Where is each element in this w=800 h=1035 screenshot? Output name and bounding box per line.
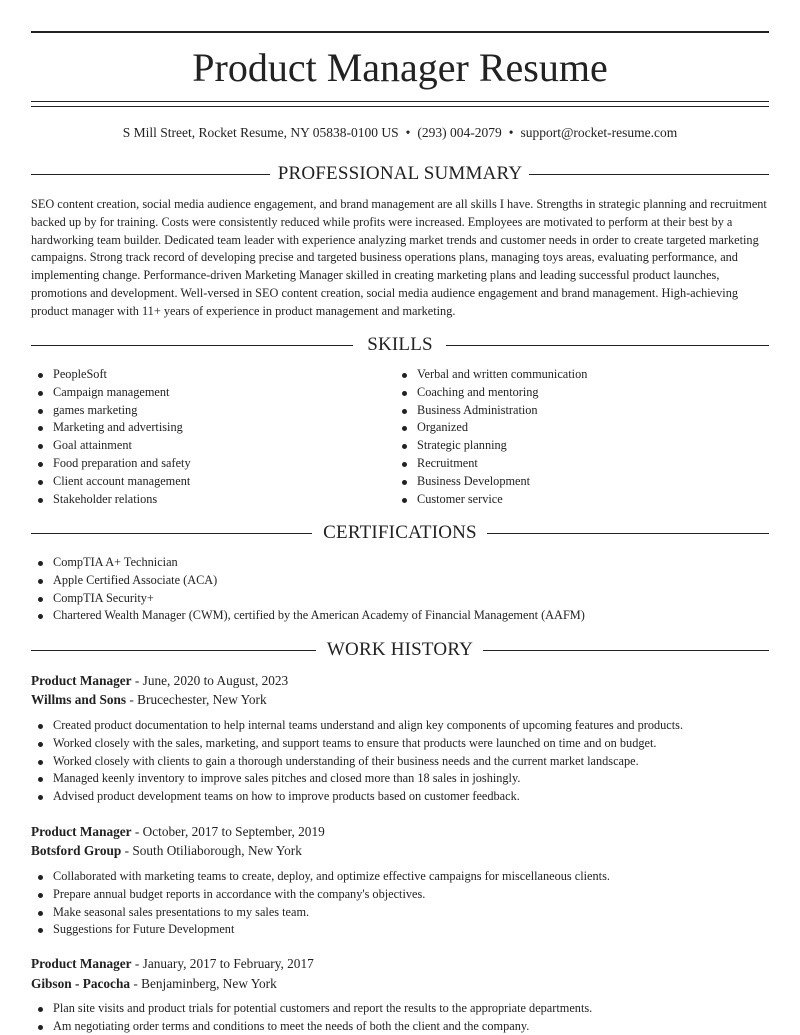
job-bullet: Suggestions for Future Development <box>31 921 610 939</box>
job-title: Product Manager <box>31 956 132 971</box>
job-bullet: Make seasonal sales presentations to my sales team. <box>31 904 610 922</box>
job-location: - Benjaminberg, New York <box>130 976 277 991</box>
job-company-line <box>31 691 267 709</box>
job-bullet: Plan site visits and product trials for potential customers and report the results to the appropriate departments. <box>31 1000 592 1018</box>
certification-item: Chartered Wealth Manager (CWM), certified by the American Academy of Financial Management (AAFM) <box>31 607 585 625</box>
job-title-line <box>31 672 288 690</box>
contact-phone: (293) 004-2079 <box>417 125 502 140</box>
job-company: Gibson - Pacocha <box>31 976 130 991</box>
work-title: WORK HISTORY <box>326 639 474 660</box>
job-bullet: Collaborated with marketing teams to create, deploy, and optimize effective campaigns for miscellaneous clients. <box>31 868 610 886</box>
certifications-section-heading <box>31 521 769 545</box>
job-bullets <box>31 868 610 939</box>
top-rule <box>31 31 769 33</box>
certification-item: CompTIA A+ Technician <box>31 554 585 572</box>
job-company: Willms and Sons <box>31 692 127 707</box>
job-bullet: Prepare annual budget reports in accordance with the company's objectives. <box>31 886 610 904</box>
job-bullets <box>31 1000 592 1035</box>
job-company-line <box>31 842 302 860</box>
skill-item: Stakeholder relations <box>31 491 191 509</box>
job-dates: - January, 2017 to February, 2017 <box>131 956 314 971</box>
skills-list-left <box>31 366 191 508</box>
skill-item: games marketing <box>31 402 191 420</box>
summary-title: PROFESSIONAL SUMMARY <box>277 163 523 184</box>
job-bullet: Advised product development teams on how to improve products based on customer feedback. <box>31 788 683 806</box>
certifications-title: CERTIFICATIONS <box>323 522 477 543</box>
job-bullet: Managed keenly inventory to improve sales pitches and closed more than 18 sales in joshingly. <box>31 770 683 788</box>
skill-item: Organized <box>395 419 587 437</box>
skills-section-heading <box>31 333 769 357</box>
contact-address: S Mill Street, Rocket Resume, NY 05838-0100 US <box>122 125 399 140</box>
skill-item: Customer service <box>395 491 587 509</box>
skills-title: SKILLS <box>367 334 433 355</box>
skill-item: Goal attainment <box>31 437 191 455</box>
skill-item: Business Administration <box>395 402 587 420</box>
contact-separator: • <box>405 125 411 140</box>
skills-list-right <box>395 366 587 508</box>
skill-item: Campaign management <box>31 384 191 402</box>
job-dates: - October, 2017 to September, 2019 <box>131 824 325 839</box>
job-title-line <box>31 823 325 841</box>
job-location: - Brucechester, New York <box>126 692 267 707</box>
skill-item: Client account management <box>31 473 191 491</box>
job-bullet: Created product documentation to help internal teams understand and align key components of upcoming features and products. <box>31 717 683 735</box>
job-dates: - June, 2020 to August, 2023 <box>131 673 289 688</box>
certification-item: CompTIA Security+ <box>31 590 585 608</box>
job-location: - South Otiliaborough, New York <box>121 843 302 858</box>
job-title-line <box>31 955 314 973</box>
contact-email: support@rocket-resume.com <box>520 125 678 140</box>
certification-item: Apple Certified Associate (ACA) <box>31 572 585 590</box>
contact-separator: • <box>508 125 514 140</box>
skill-item: Business Development <box>395 473 587 491</box>
contact-line <box>0 124 800 142</box>
skill-item: Strategic planning <box>395 437 587 455</box>
certifications-list <box>31 554 585 625</box>
job-company: Botsford Group <box>31 843 122 858</box>
job-bullet: Worked closely with the sales, marketing, and support teams to ensure that products were launched on time and on budget. <box>31 735 683 753</box>
page-title: Product Manager Resume <box>192 45 608 90</box>
job-bullet: Am negotiating order terms and conditions to meet the needs of both the client and the company. <box>31 1018 592 1035</box>
skill-item: Food preparation and safety <box>31 455 191 473</box>
skill-item: Coaching and mentoring <box>395 384 587 402</box>
job-company-line <box>31 975 277 993</box>
job-bullet: Worked closely with clients to gain a thorough understanding of their business needs and the current market landscape. <box>31 753 683 771</box>
title-double-rule <box>31 101 769 107</box>
job-title: Product Manager <box>31 824 132 839</box>
work-section-heading <box>31 638 769 662</box>
summary-text: SEO content creation, social media audience engagement, and brand management are all skills I have. Strengths in strategic planning and recruitment backed up by for training. Costs were consistently reduced while profits were increased. Employees are motivated to perform at their best by a hardworking team builder. Dedicated team leader with experience analyzing market trends and customer needs in order to create targeted marketing campaigns. Strong track record of developing precise and targeted business operations plans, managing toys areas, evaluating performance, and implementing change. Performance-driven Marketing Manager skilled in creating marketing plans and leading successful product launches, promotions and development. Well-versed in SEO content creation, social media audience engagement and brand management. High-achieving product manager with 11+ years of experience in product management and marketing. <box>31 197 767 318</box>
skill-item: Marketing and advertising <box>31 419 191 437</box>
skill-item: Recruitment <box>395 455 587 473</box>
job-bullets <box>31 717 683 806</box>
summary-section-heading <box>31 162 769 186</box>
skill-item: Verbal and written communication <box>395 366 587 384</box>
skill-item: PeopleSoft <box>31 366 191 384</box>
job-title: Product Manager <box>31 673 132 688</box>
